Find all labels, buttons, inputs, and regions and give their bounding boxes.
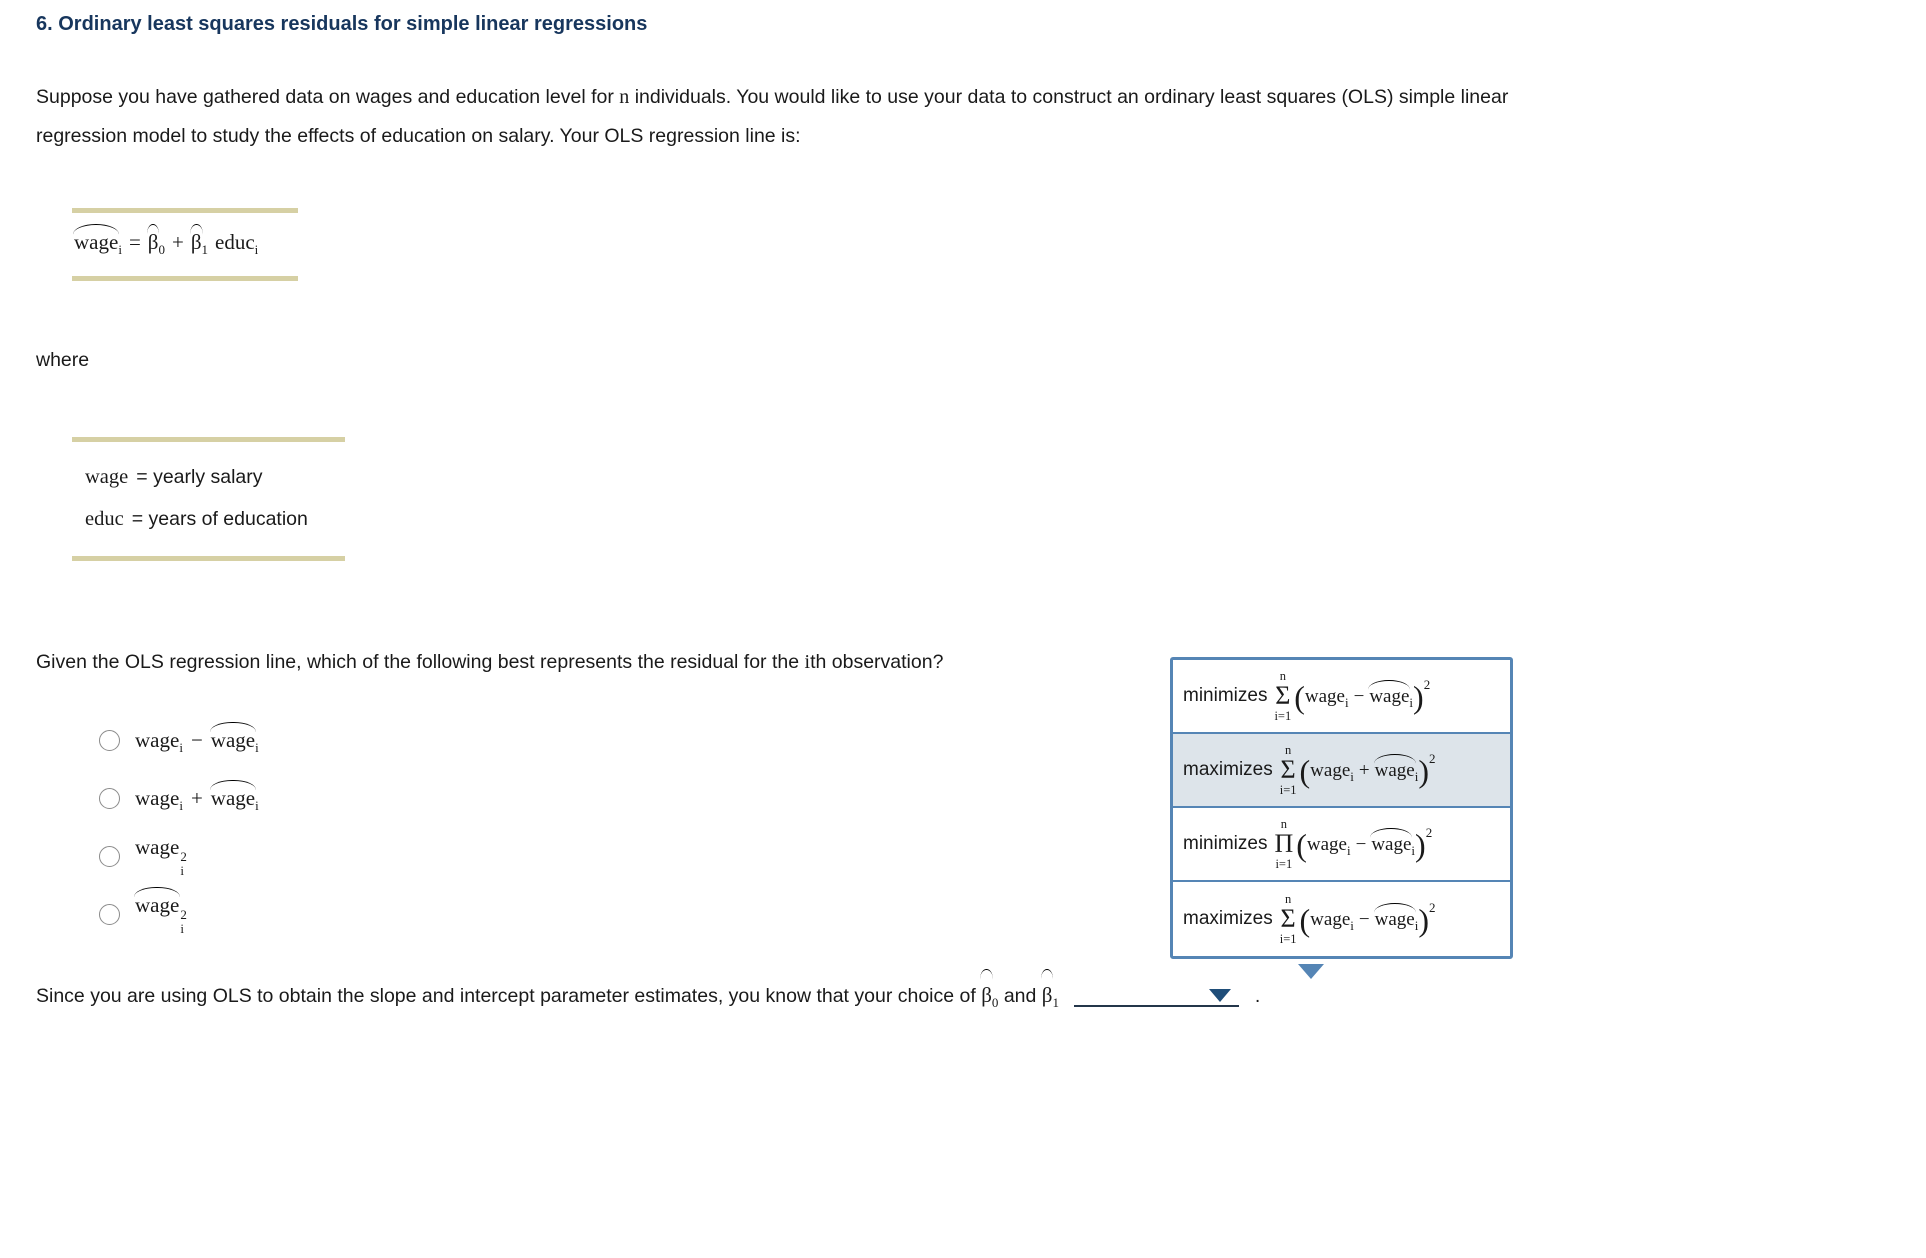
subscript: i [1409, 694, 1414, 710]
i-variable: i [804, 651, 811, 673]
right-paren: ) [1413, 678, 1424, 715]
footer-and: and [1003, 985, 1037, 1007]
wage-term: wage [1310, 908, 1351, 930]
regression-formula [74, 230, 298, 258]
summation-symbol [1280, 744, 1297, 797]
educ-term: educ [85, 508, 124, 530]
intro-text-post: individuals. You would like to use your data to construct an ordinary least squares (OLS) simple linear regression model to study the effects of education on salary. Your OLS regression line is: [36, 86, 1509, 147]
wage-hat-term: wage [210, 785, 256, 810]
option-formula [135, 893, 187, 935]
lower-limit: i=1 [1274, 709, 1292, 723]
lower-limit: i=1 [1279, 783, 1297, 797]
dropdown-option-verb: minimizes [1183, 685, 1268, 706]
lower-limit: i=1 [1279, 932, 1297, 946]
beta0-hat-term [981, 983, 999, 1011]
wage-term: wage [135, 727, 180, 752]
lower-limit: i=1 [1275, 857, 1293, 871]
subscript: i [179, 739, 183, 755]
intro-paragraph [36, 78, 1540, 156]
definition-wage [85, 456, 345, 498]
superscript: 2 [1428, 899, 1436, 915]
answer-options [99, 711, 259, 943]
answer-dropdown[interactable] [1074, 981, 1239, 1007]
pi-operator: Π [1274, 829, 1294, 858]
dropdown-option-formula [1294, 676, 1431, 715]
dropdown-option-1[interactable] [1173, 660, 1510, 734]
superscript: 2 [180, 906, 187, 922]
subscript: i [255, 797, 259, 813]
subscript: 1 [1052, 995, 1059, 1011]
superscript: 2 [1423, 676, 1431, 692]
subscript: i [1346, 842, 1351, 858]
wage-term: wage [1310, 759, 1351, 781]
definition-text: = yearly salary [136, 466, 263, 488]
sup-sub-stack [180, 850, 187, 877]
left-paren: ( [1294, 678, 1305, 715]
dropdown-option-verb: minimizes [1183, 833, 1268, 854]
radio-button[interactable] [99, 904, 120, 925]
superscript: 2 [180, 848, 187, 864]
wage-hat-term: wage [1374, 759, 1415, 781]
page-title: 6. Ordinary least squares residuals for simple linear regressions [36, 13, 648, 35]
plus-sign: + [1358, 759, 1370, 781]
subscript: i [180, 862, 184, 878]
option-formula [135, 835, 187, 877]
beta1-hat-term [1041, 983, 1059, 1011]
wage-term: wage [1304, 685, 1345, 707]
dropdown-pointer-icon [1298, 964, 1324, 979]
wage-term: wage [135, 834, 180, 859]
wage-hat-term: wage [1371, 833, 1412, 855]
dropdown-option-verb: maximizes [1183, 908, 1273, 929]
answer-option-2[interactable] [99, 769, 259, 827]
definition-text: = years of education [131, 508, 308, 530]
sup-sub-stack [180, 908, 187, 935]
subscript: i [1344, 694, 1349, 710]
subscript: i [179, 797, 183, 813]
superscript: 2 [1428, 750, 1436, 766]
beta1-hat: β [1042, 975, 1053, 1015]
answer-option-1[interactable] [99, 711, 259, 769]
subscript: i [118, 242, 122, 258]
radio-button[interactable] [99, 730, 120, 751]
subscript: i [1411, 842, 1416, 858]
n-variable: n [619, 86, 630, 108]
plus-sign: + [171, 230, 184, 254]
upper-limit: n [1285, 742, 1292, 757]
footer-text: Since you are using OLS to obtain the slope and intercept parameter estimates, you know that your choice of [36, 985, 976, 1007]
question-text-post: th observation? [810, 651, 944, 673]
sigma-operator: Σ [1280, 904, 1296, 933]
question-text [36, 651, 1146, 674]
plus-sign: + [190, 785, 203, 810]
left-paren: ( [1299, 752, 1311, 789]
left-paren: ( [1296, 826, 1307, 863]
dropdown-option-2[interactable] [1173, 734, 1510, 808]
option-formula [135, 728, 259, 753]
where-label: where [36, 349, 90, 371]
dropdown-option-formula [1299, 899, 1436, 938]
answer-option-4[interactable] [99, 885, 259, 943]
upper-limit: n [1285, 891, 1292, 906]
educ-term: educ [215, 230, 255, 254]
beta0-hat: β [981, 975, 992, 1015]
sigma-operator: Σ [1275, 681, 1291, 710]
subscript: 1 [201, 242, 208, 258]
equals-sign: = [128, 230, 141, 254]
wage-hat-term: wage [210, 727, 256, 752]
minus-sign: − [1355, 833, 1367, 855]
radio-button[interactable] [99, 788, 120, 809]
subscript: 0 [158, 242, 165, 258]
summation-symbol [1280, 893, 1297, 946]
left-paren: ( [1299, 901, 1311, 938]
subscript: i [1414, 768, 1419, 784]
right-paren: ) [1418, 752, 1429, 789]
minus-sign: − [1353, 685, 1365, 707]
subscript: i [1350, 768, 1354, 784]
subscript: i [1350, 917, 1354, 933]
answer-option-3[interactable] [99, 827, 259, 885]
subscript: i [1414, 917, 1419, 933]
question-text-pre: Given the OLS regression line, which of the following best represents the residual for the [36, 651, 800, 673]
wage-term: wage [135, 785, 180, 810]
dropdown-list [1170, 657, 1513, 959]
dropdown-option-3[interactable] [1173, 808, 1510, 882]
summation-symbol [1274, 670, 1291, 723]
upper-limit: n [1279, 668, 1286, 683]
intro-text-pre: Suppose you have gathered data on wages and education level for [36, 86, 614, 108]
dropdown-option-verb: maximizes [1183, 759, 1273, 780]
subscript: i [180, 920, 184, 936]
subscript: 0 [991, 995, 999, 1011]
beta0-hat-term: β [147, 230, 159, 254]
right-paren: ) [1418, 901, 1429, 938]
minus-sign: − [1358, 908, 1370, 930]
wage-term: wage [1306, 833, 1347, 855]
regression-formula-box [72, 208, 298, 281]
upper-limit: n [1280, 816, 1287, 831]
dropdown-option-4[interactable] [1173, 882, 1510, 956]
product-symbol [1274, 818, 1293, 871]
option-formula [135, 786, 259, 811]
wage-term: wage [85, 466, 129, 488]
footer-period: . [1254, 985, 1261, 1007]
dropdown-option-formula [1299, 750, 1436, 789]
definition-educ [85, 498, 345, 540]
right-paren: ) [1415, 826, 1426, 863]
subscript: i [255, 739, 259, 755]
minus-sign: − [190, 727, 203, 752]
wage-hat-term: wage [1369, 685, 1410, 707]
dropdown-arrow-icon[interactable] [1209, 989, 1231, 1002]
wage-hat-term: wage [135, 892, 180, 917]
footer-sentence [36, 975, 1260, 1016]
superscript: 2 [1425, 824, 1433, 840]
subscript: i [254, 242, 259, 258]
radio-button[interactable] [99, 846, 120, 867]
dropdown-option-formula [1296, 824, 1433, 863]
definitions-box [72, 437, 345, 561]
beta1-hat-term: β [190, 230, 202, 254]
wage-hat-term: wage [1374, 908, 1415, 930]
sigma-operator: Σ [1280, 755, 1296, 784]
wage-hat-term: wage [74, 230, 119, 254]
